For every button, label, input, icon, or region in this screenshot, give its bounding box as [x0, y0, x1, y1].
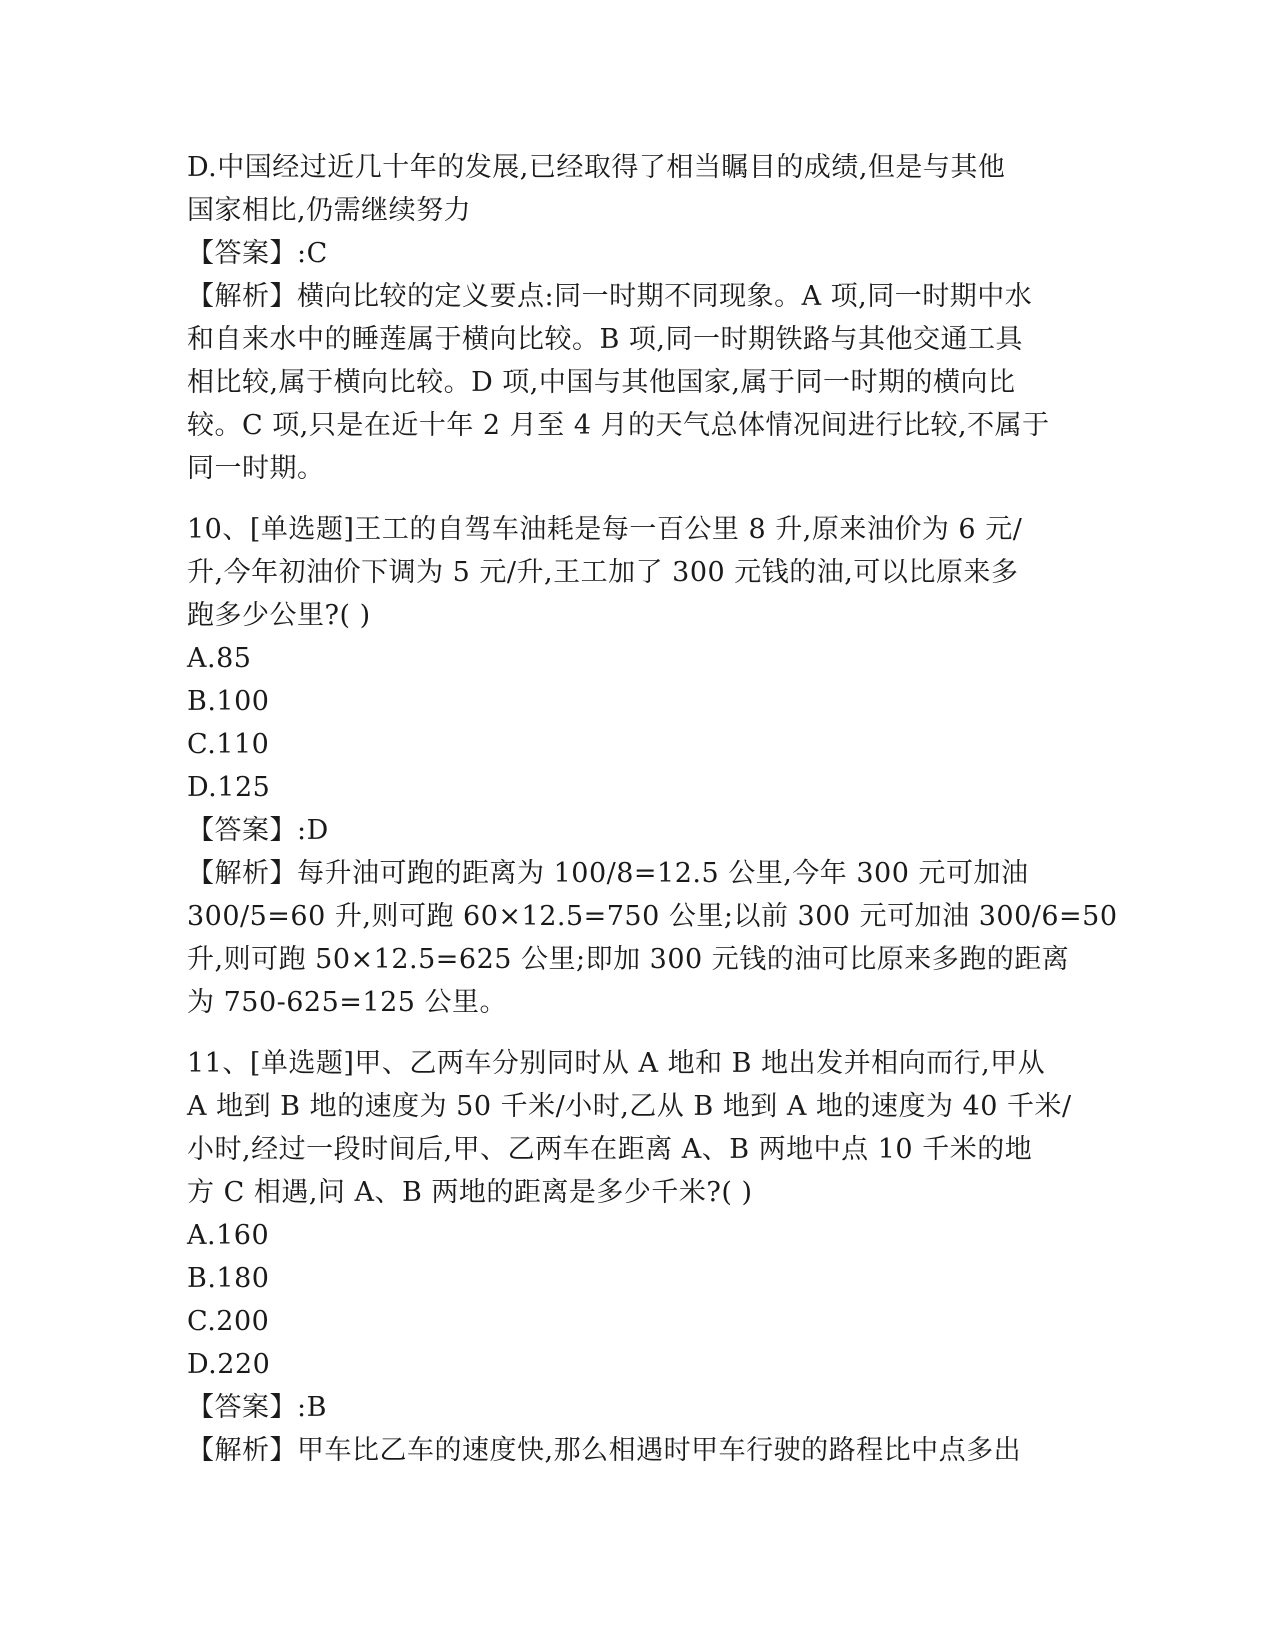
- option-d: D.125: [187, 772, 271, 803]
- question-stem-line-4: 方 C 相遇,问 A、B 两地的距离是多少千米?( ): [187, 1177, 753, 1208]
- option-b: B.100: [187, 686, 270, 717]
- question-stem-line-1: 11、[单选题]甲、乙两车分别同时从 A 地和 B 地出发并相向而行,甲从: [187, 1048, 1046, 1079]
- analysis-line-5: 同一时期。: [187, 453, 325, 484]
- previous-question-continuation: [187, 146, 1087, 490]
- analysis-line-1: 【解析】甲车比乙车的速度快,那么相遇时甲车行驶的路程比中点多出: [187, 1435, 1022, 1466]
- analysis-line-4: 较。C 项,只是在近十年 2 月至 4 月的天气总体情况间进行比较,不属于: [187, 410, 1050, 441]
- analysis-line-4: 为 750-625=125 公里。: [187, 987, 508, 1018]
- option-d-line-1: D.中国经过近几十年的发展,已经取得了相当瞩目的成绩,但是与其他: [187, 152, 1006, 183]
- question-11: [187, 1042, 1087, 1472]
- option-a: A.85: [187, 643, 252, 674]
- option-d: D.220: [187, 1349, 271, 1380]
- question-stem-line-3: 小时,经过一段时间后,甲、乙两车在距离 A、B 两地中点 10 千米的地: [187, 1134, 1033, 1165]
- analysis-line-2: 和自来水中的睡莲属于横向比较。B 项,同一时期铁路与其他交通工具: [187, 324, 1024, 355]
- analysis-line-3: 升,则可跑 50×12.5=625 公里;即加 300 元钱的油可比原来多跑的距离: [187, 944, 1070, 975]
- analysis-line-2: 300/5=60 升,则可跑 60×12.5=750 公里;以前 300 元可加油 300/6=50: [187, 901, 1118, 932]
- spacer: [187, 1024, 1087, 1042]
- answer: 【答案】:D: [187, 815, 329, 846]
- option-c: C.200: [187, 1306, 270, 1337]
- document-page: [187, 146, 1118, 1472]
- option-a: A.160: [187, 1220, 270, 1251]
- question-stem-line-2: 升,今年初油价下调为 5 元/升,王工加了 300 元钱的油,可以比原来多: [187, 557, 1019, 588]
- option-b: B.180: [187, 1263, 270, 1294]
- analysis-line-3: 相比较,属于横向比较。D 项,中国与其他国家,属于同一时期的横向比: [187, 367, 1016, 398]
- answer: 【答案】:B: [187, 1392, 327, 1423]
- option-d-line-2: 国家相比,仍需继续努力: [187, 195, 472, 226]
- option-c: C.110: [187, 729, 270, 760]
- question-stem-line-1: 10、[单选题]王工的自驾车油耗是每一百公里 8 升,原来油价为 6 元/: [187, 514, 1023, 545]
- question-stem-line-2: A 地到 B 地的速度为 50 千米/小时,乙从 B 地到 A 地的速度为 40 千米/: [187, 1091, 1072, 1122]
- analysis-line-1: 【解析】横向比较的定义要点:同一时期不同现象。A 项,同一时期中水: [187, 281, 1033, 312]
- spacer: [187, 490, 1087, 508]
- question-stem-line-3: 跑多少公里?( ): [187, 600, 371, 631]
- analysis-line-1: 【解析】每升油可跑的距离为 100/8=12.5 公里,今年 300 元可加油: [187, 858, 1029, 889]
- question-10: [187, 508, 1118, 1024]
- answer: 【答案】:C: [187, 238, 328, 269]
